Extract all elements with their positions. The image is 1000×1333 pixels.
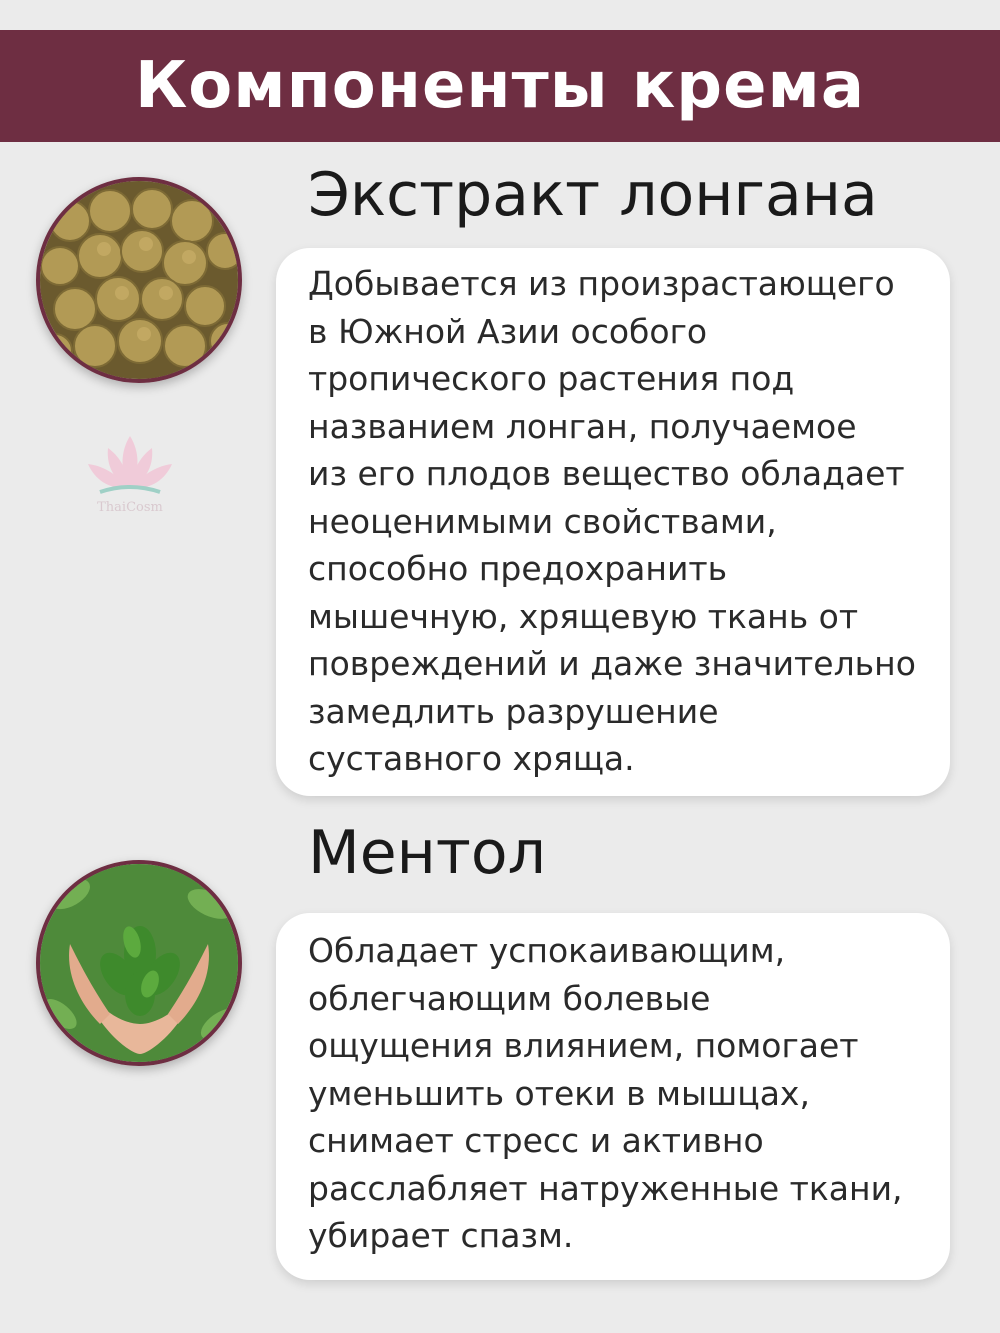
lotus-icon <box>78 428 182 500</box>
watermark-text: ThaiCosm <box>97 500 163 515</box>
card-text-longan: Добывается из произрастающего в Южной Азии особого тропического растения под названием лонган, получаемое из его плодов вещество обладает неоценимыми свойствами, способно предохранить мышечную, хрящевую ткань от повреждений и даже значительно замедлить разрушение суставного хряща. <box>308 264 916 778</box>
header-banner <box>0 30 1000 142</box>
card-longan <box>276 248 950 796</box>
section-title-menthol: Ментол <box>308 818 546 888</box>
longan-image <box>36 177 242 383</box>
page-title: Компоненты крема <box>134 49 866 123</box>
section-title-longan: Экстракт лонгана <box>308 160 878 230</box>
mint-image <box>36 860 242 1066</box>
card-text-menthol: Обладает успокаивающим, облегчающим болевые ощущения влиянием, помогает уменьшить отеки в мышцах, снимает стресс и активно расслабляет натруженные ткани, убирает спазм. <box>308 931 903 1255</box>
longan-fruit-icon <box>40 181 238 379</box>
watermark <box>78 428 182 515</box>
card-menthol <box>276 913 950 1280</box>
mint-leaves-icon <box>40 864 238 1062</box>
